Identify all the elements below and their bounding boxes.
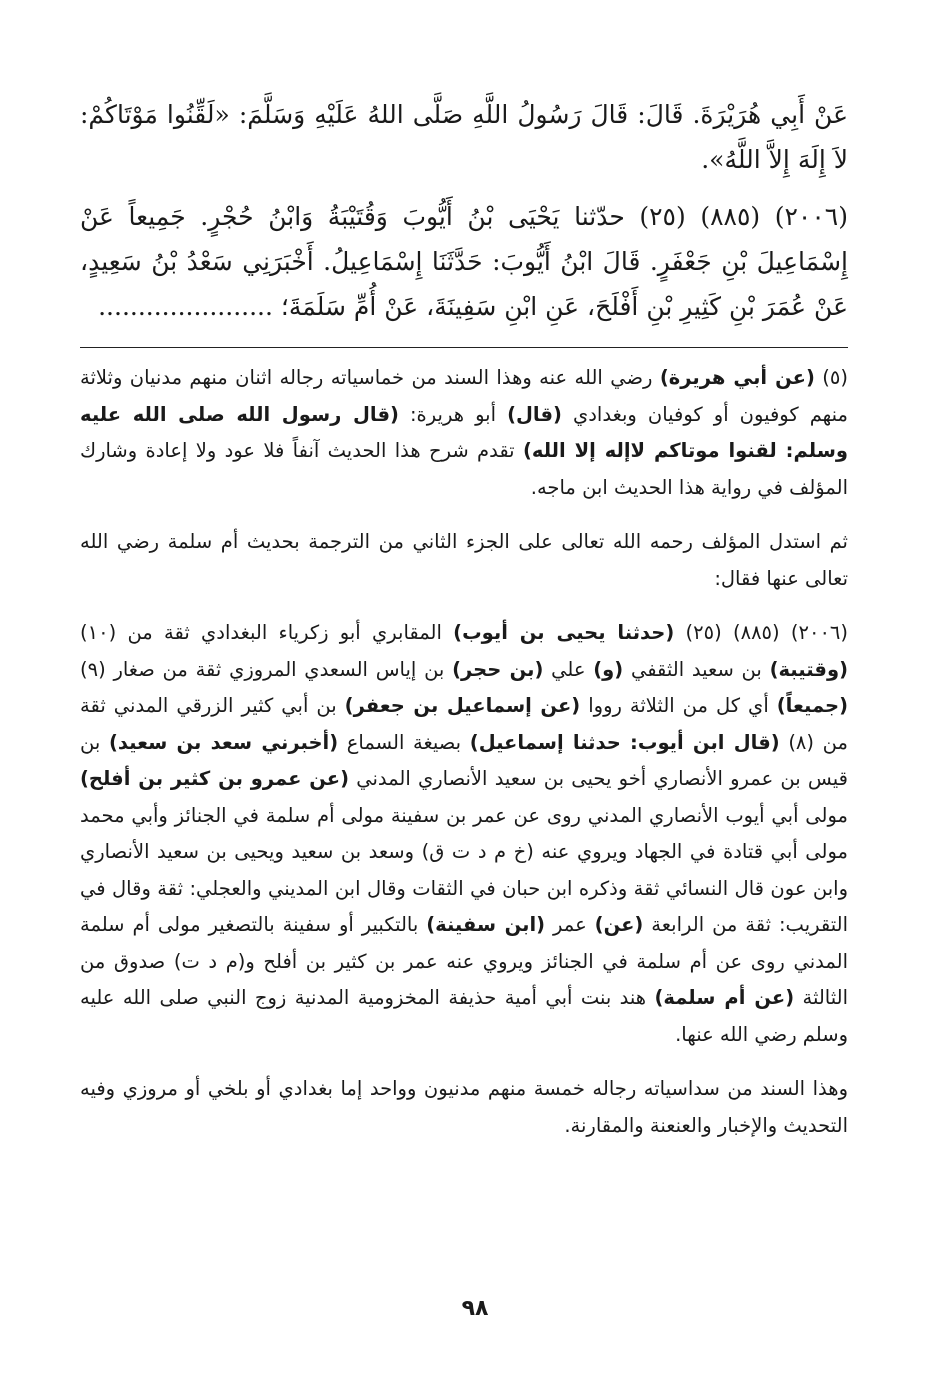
note-bold-quote: (قال) bbox=[507, 402, 562, 426]
book-page bbox=[80, 92, 848, 1144]
note-text: أي كل من الثلاثة رووا bbox=[580, 694, 777, 717]
note-bold-quote: (عن إسماعيل بن جعفر) bbox=[344, 694, 581, 717]
note-text: بالتكبير أو سفينة بالتصغير مولى أم سلمة المدني روى عن أم سلمة في الجنائز ويروي عنه عمر بن كثير بن أفلح و(م د ت) صدوق من الثالثة bbox=[80, 913, 848, 1009]
note-text: مولى أبي أيوب الأنصاري المدني روى عن عمر بن سفينة مولى أم سلمة في الجنائز وأبي محمد مولى أبي قتادة في الجهاد ويروي عنه (خ م د ت ق) وسعد بن سعيد ويحيى بن سعيد الأنصاري وابن عون قال النسائي ثقة وذكره ابن حبان في الثقات وقال ابن المديني والعجلي: ثقة وقال في التقريب: ثقة من الرابعة bbox=[80, 803, 848, 936]
note-bold-quote: (ابن سفينة) bbox=[426, 913, 546, 936]
commentary-paragraph-4: وهذا السند من سداسياته رجاله خمسة منهم مدنيون وواحد إما بغدادي أو بلخي أو مروزي وفيه التحديث والإخبار والعنعنة والمقارنة. bbox=[80, 1077, 848, 1137]
note-bold-quote: (جميعاً) bbox=[776, 694, 848, 717]
commentary-paragraph-1 bbox=[80, 360, 848, 506]
commentary-paragraph-2: ثم استدل المؤلف رحمه الله تعالى على الجزء الثاني من الترجمة بحديث أم سلمة رضي الله تعالى عنها فقال: bbox=[80, 530, 848, 590]
note-text: بن إياس السعدي المروزي ثقة من صغار (٩) bbox=[80, 657, 453, 681]
note-bold-quote: (وقتيبة) bbox=[769, 657, 848, 681]
note-text: هند بنت أبي أمية حذيفة المخزومية المدنية زوج النبي صلى الله عليه وسلم رضي الله عنها. bbox=[80, 986, 848, 1046]
note-text: علي bbox=[543, 657, 594, 681]
page-number: ٩٨ bbox=[461, 1296, 489, 1321]
note-text: (٢٠٠٦) (٨٨٥) (٢٥) bbox=[674, 621, 849, 644]
note-bold-quote: (عن أبي هريرة) bbox=[659, 366, 815, 389]
note-text: رضي الله عنه وهذا السند من خماسياته رجاله اثنان منهم مدنيان وثلاثة منهم كوفيون أو كوفيان وبغدادي bbox=[80, 366, 848, 426]
commentary-paragraph-3 bbox=[80, 615, 848, 1053]
note-text: بن سعيد الثقفي bbox=[623, 657, 770, 681]
note-text: المقابري أبو زكرياء البغدادي ثقة من (١٠) bbox=[80, 621, 454, 644]
note-text: بن أبي كثير الزرقي المدني ثقة من (٨) bbox=[80, 694, 848, 754]
hadith-text-paragraph-1: عَنْ أَبِي هُرَيْرَةَ. قَالَ: قَالَ رَسُولُ اللَّهِ صَلَّى اللهُ عَلَيْهِ وَسَلَّمَ: «لَقِّنُوا مَوْتَاكُمْ: لاَ إِلَهَ إِلاَّ اللَّهُ». bbox=[80, 100, 848, 174]
note-bold-quote: (أخبرني سعد بن سعيد) bbox=[108, 730, 339, 754]
note-bold-quote: (عن عمرو بن كثير بن أفلح) bbox=[80, 767, 349, 790]
note-bold-quote: (قال رسول الله صلى الله عليه وسلم: لقنوا موتاكم لاإله إلا الله) bbox=[80, 402, 848, 462]
hadith-text-paragraph-2: (٢٠٠٦) (٨٨٥) (٢٥) حدّثنا يَحْيَى بْنُ أَيُّوبَ وَقُتَيْبَةُ وَابْنُ حُجْرٍ. جَمِيعاً عَنْ إِسْمَاعِيلَ بْنِ جَعْفَرٍ. قَالَ ابْنُ أَيُّوبَ: حَدَّثَنَا إِسْمَاعِيلُ. أَخْبَرَنِي سَعْدُ بْنُ سَعِيدٍ، عَنْ عُمَرَ بْنِ كَثِيرِ بْنِ أَفْلَحَ، عَنِ ابْنِ سَفِينَةَ، عَنْ أُمِّ سَلَمَةَ؛ ...................... bbox=[80, 202, 848, 321]
note-bold-quote: (حدثنا يحيى بن أيوب) bbox=[453, 621, 675, 644]
note-text: تقدم شرح هذا الحديث آنفاً فلا عود ولا إعادة وشارك المؤلف في رواية هذا الحديث ابن ماجه. bbox=[80, 439, 848, 499]
note-text: (٥) bbox=[814, 366, 848, 389]
note-bold-quote: (و) bbox=[593, 657, 624, 681]
footnote-divider bbox=[80, 347, 848, 348]
note-bold-quote: (عن أم سلمة) bbox=[654, 986, 795, 1009]
note-bold-quote: (قال ابن أيوب: حدثنا إسماعيل) bbox=[469, 730, 780, 754]
note-text: بصيغة السماع bbox=[338, 730, 470, 754]
note-bold-quote: (بن حجر) bbox=[452, 657, 544, 681]
note-text: بن قيس بن عمرو الأنصاري أخو يحيى بن سعيد الأنصاري المدني bbox=[80, 730, 848, 790]
note-text: عمر bbox=[545, 913, 595, 936]
note-text: أبو هريرة: bbox=[398, 402, 508, 426]
note-bold-quote: (عن) bbox=[594, 913, 644, 936]
